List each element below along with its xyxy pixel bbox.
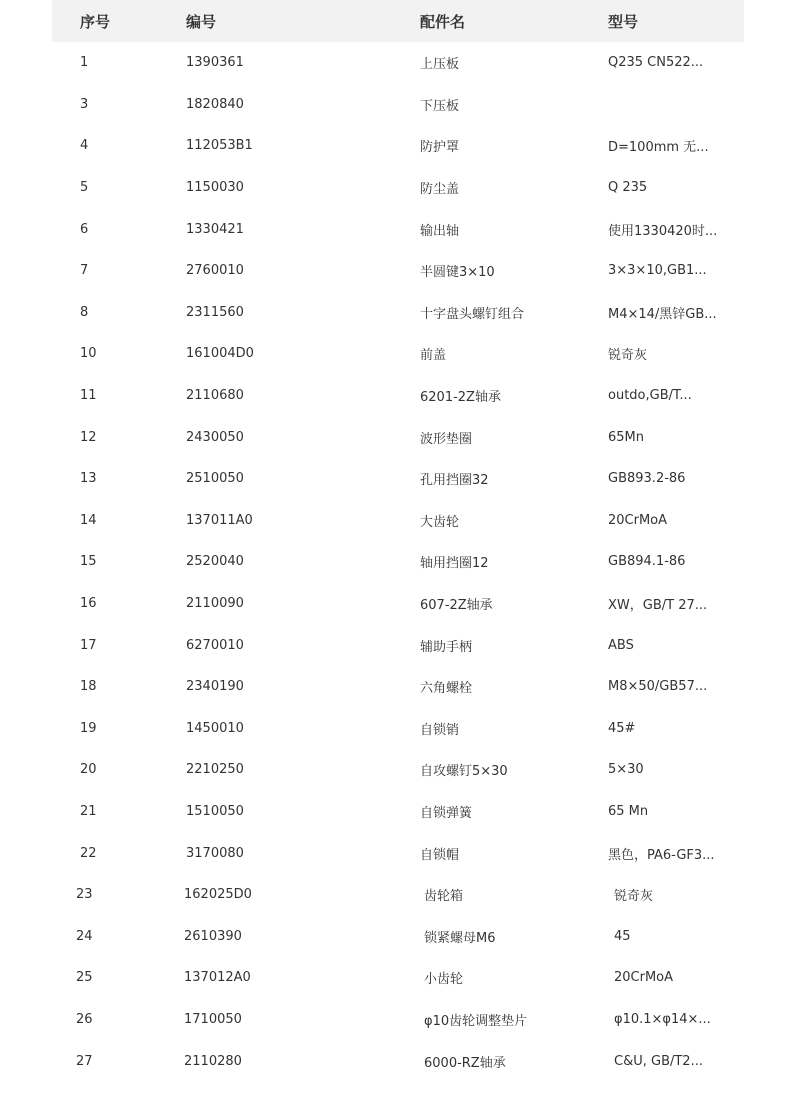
table-row [52, 832, 744, 874]
cell-seq: 16 [80, 596, 97, 612]
cell-code: 137011A0 [186, 512, 253, 528]
cell-code: 112053B1 [186, 138, 253, 154]
table-row [52, 583, 744, 625]
table-row [52, 84, 744, 126]
table-row [52, 999, 744, 1041]
parts-table [52, 0, 744, 1082]
cell-model: C&U, GB/T2... [614, 1053, 703, 1069]
cell-seq: 12 [80, 429, 97, 445]
cell-model: XW，GB/T 27... [608, 598, 708, 614]
cell-seq: 10 [80, 346, 97, 362]
table-row [52, 749, 744, 791]
cell-part-name: 六角螺栓 [420, 681, 473, 697]
cell-seq: 17 [80, 637, 97, 653]
header-part-name: 配件名 [420, 0, 608, 42]
cell-code: 2430050 [186, 429, 244, 445]
cell-seq: 21 [80, 803, 97, 819]
cell-seq: 18 [80, 679, 97, 695]
cell-code: 2610390 [184, 928, 242, 944]
cell-part-name: 前盖 [420, 348, 447, 364]
table-body [52, 42, 744, 1082]
cell-part-name: 下压板 [420, 98, 460, 114]
cell-part-name: 防尘盖 [420, 182, 460, 198]
cell-seq: 14 [80, 512, 97, 528]
cell-part-name: 自锁帽 [420, 847, 460, 863]
cell-part-name: 自锁弹簧 [420, 805, 473, 821]
cell-code: 1820840 [186, 96, 244, 112]
cell-code: 137012A0 [184, 970, 251, 986]
cell-part-name: 半圆键3×10 [420, 265, 495, 281]
cell-part-name: 防护罩 [420, 140, 460, 156]
cell-code: 1330421 [186, 221, 244, 237]
cell-code: 2510050 [186, 471, 244, 487]
cell-code: 161004D0 [186, 346, 254, 362]
table-header-row [52, 0, 744, 42]
cell-model: outdo,GB/T... [608, 388, 692, 404]
cell-code: 2110280 [184, 1053, 242, 1069]
cell-model: 45 [614, 928, 631, 944]
table-row [52, 957, 744, 999]
cell-code: 1710050 [184, 1011, 242, 1027]
cell-seq: 26 [76, 1011, 93, 1027]
cell-seq: 13 [80, 471, 97, 487]
cell-part-name: 十字盘头螺钉组合 [420, 306, 525, 322]
cell-seq: 24 [76, 928, 93, 944]
cell-code: 3170080 [186, 845, 244, 861]
cell-seq: 6 [80, 221, 89, 237]
cell-model: φ10.1×φ14×... [614, 1011, 711, 1027]
cell-code: 2110680 [186, 388, 244, 404]
cell-model [608, 84, 744, 126]
cell-code: 6270010 [186, 637, 244, 653]
cell-code: 1450010 [186, 720, 244, 736]
table-row [52, 333, 744, 375]
table-row [52, 208, 744, 250]
cell-model: M8×50/GB57... [608, 679, 708, 695]
cell-code: 2340190 [186, 679, 244, 695]
table-row [52, 791, 744, 833]
cell-seq: 1 [80, 55, 89, 71]
table-row [52, 42, 744, 84]
table-row [52, 541, 744, 583]
cell-model: Q 235 [608, 180, 648, 196]
cell-model: D=100mm 无... [608, 140, 709, 156]
cell-code: 2110090 [186, 596, 244, 612]
cell-model: Q235 CN522... [608, 55, 704, 71]
cell-part-name: 607-2Z轴承 [420, 598, 493, 614]
table-row [52, 500, 744, 542]
cell-model: 黑色，PA6-GF3... [608, 847, 715, 863]
cell-part-name: 自攻螺钉5×30 [420, 764, 508, 780]
cell-model: 锐奇灰 [614, 889, 654, 905]
cell-seq: 23 [76, 887, 93, 903]
cell-part-name: 大齿轮 [420, 514, 460, 530]
cell-part-name: 输出轴 [420, 223, 460, 239]
cell-part-name: 辅助手柄 [420, 639, 473, 655]
cell-model: 20CrMoA [608, 512, 668, 528]
cell-model: GB894.1-86 [608, 554, 686, 570]
table-row [52, 708, 744, 750]
cell-model: 65Mn [608, 429, 644, 445]
cell-model: M4×14/黑锌GB... [608, 306, 717, 322]
cell-model: 5×30 [608, 762, 644, 778]
header-code: 编号 [186, 0, 420, 42]
cell-seq: 5 [80, 180, 89, 196]
cell-model: 锐奇灰 [608, 348, 648, 364]
cell-model: 使用1330420时... [608, 223, 718, 239]
cell-part-name: 齿轮箱 [424, 889, 464, 905]
cell-seq: 25 [76, 970, 93, 986]
cell-seq: 22 [80, 845, 97, 861]
cell-part-name: 波形垫圈 [420, 431, 473, 447]
table-row [52, 125, 744, 167]
cell-code: 2760010 [186, 263, 244, 279]
cell-code: 1510050 [186, 803, 244, 819]
header-model: 型号 [608, 0, 744, 42]
table-row [52, 375, 744, 417]
cell-part-name: 锁紧螺母M6 [424, 930, 496, 946]
cell-seq: 20 [80, 762, 97, 778]
cell-model: GB893.2-86 [608, 471, 686, 487]
table-row [52, 624, 744, 666]
header-seq: 序号 [52, 0, 186, 42]
table-row [52, 458, 744, 500]
table-row [52, 666, 744, 708]
table-row [52, 167, 744, 209]
cell-part-name: 6201-2Z轴承 [420, 390, 501, 406]
cell-model: ABS [608, 637, 634, 653]
cell-part-name: 6000-RZ轴承 [424, 1055, 506, 1071]
cell-part-name: φ10齿轮调整垫片 [424, 1013, 528, 1029]
cell-model: 45# [608, 720, 636, 736]
cell-seq: 11 [80, 388, 97, 404]
table-row [52, 915, 744, 957]
cell-seq: 19 [80, 720, 97, 736]
table-row [52, 292, 744, 334]
cell-part-name: 轴用挡圈12 [420, 556, 489, 572]
cell-model: 65 Mn [608, 803, 649, 819]
cell-seq: 3 [80, 96, 89, 112]
cell-part-name: 自锁销 [420, 722, 460, 738]
cell-part-name: 小齿轮 [424, 972, 464, 988]
cell-seq: 8 [80, 304, 89, 320]
cell-code: 1150030 [186, 180, 244, 196]
cell-code: 2210250 [186, 762, 244, 778]
cell-model: 20CrMoA [614, 970, 674, 986]
cell-code: 1390361 [186, 55, 244, 71]
cell-seq: 4 [80, 138, 89, 154]
cell-code: 2311560 [186, 304, 244, 320]
cell-code: 162025D0 [184, 887, 252, 903]
table-row [52, 250, 744, 292]
table-row [52, 1040, 744, 1082]
cell-seq: 27 [76, 1053, 93, 1069]
table-row [52, 416, 744, 458]
table-row [52, 874, 744, 916]
cell-model: 3×3×10,GB1... [608, 263, 707, 279]
cell-seq: 7 [80, 263, 89, 279]
cell-part-name: 上压板 [420, 57, 460, 73]
cell-seq: 15 [80, 554, 97, 570]
cell-code: 2520040 [186, 554, 244, 570]
cell-part-name: 孔用挡圈32 [420, 473, 489, 489]
